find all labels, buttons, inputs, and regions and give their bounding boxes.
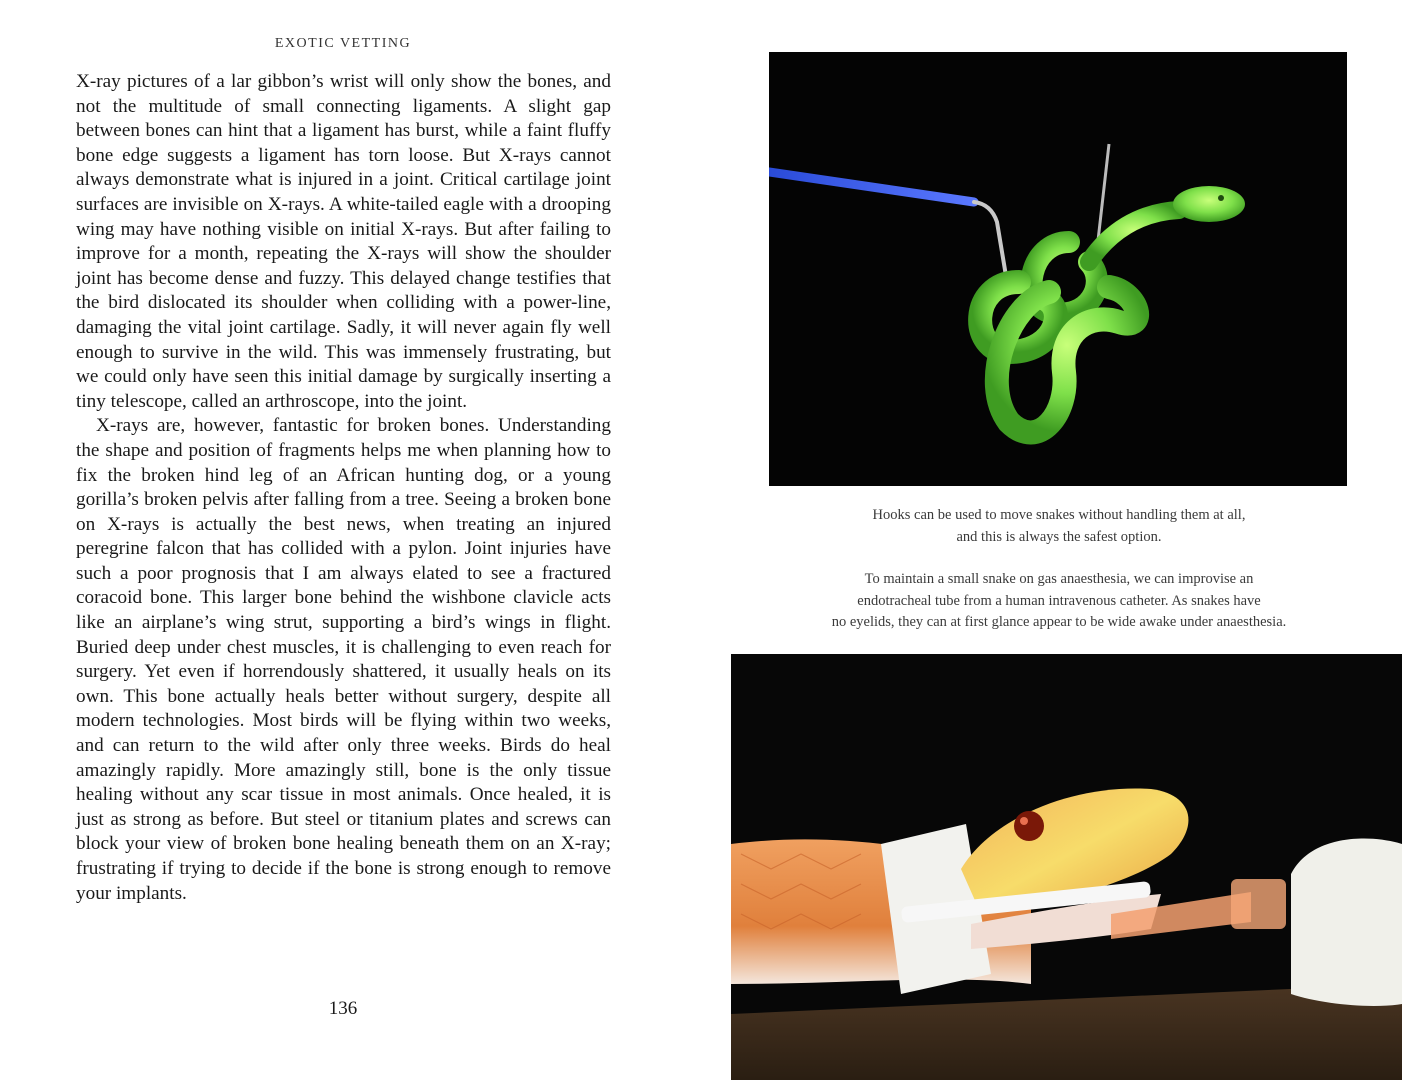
caption-1-line-2: and this is always the safest option.	[956, 528, 1162, 545]
right-page	[701, 0, 1402, 1080]
page-number: 136	[328, 998, 358, 1019]
caption-1-line-1: Hooks can be used to move snakes without handling them at all,	[872, 507, 1246, 523]
caption-hook	[781, 505, 1337, 548]
caption-anaesthesia	[781, 569, 1337, 634]
paragraph-2: X-rays are, however, fantastic for broken bones. Understanding the shape and position of fragments helps me when planning how to fix the broken hind leg of an African hunting dog, or a young gorilla’s broken pelvis after falling from a tree. Seeing a broken bone on X-rays is actually the best news, when treating an injured peregrine falcon that has collided with a pylon. Joint injuries have such a poor prognosis that I am always elated to see a fractured coracoid bone. This larger bone behind the wishbone clavicle acts like an airplane’s wing strut, supporting a bird’s wings in flight. Buried deep under chest muscles, it is challenging to even reach for surgery. Yet even if horrendously shattered, it usually heals on its own. This bone actually heals better without surgery, despite all modern technologies. Most birds will be flying within two weeks, and can return to the wild after only three weeks. Birds do heal amazingly rapidly. More amazingly still, bone is the only tissue healing without any scar tissue in most animals. Once healed, it is just as strong as before. But steel or titanium plates and screws can block your view of broken bone healing beneath them on an X-ray; frustrating if trying to decide if the bone is strong enough to remove your implants.	[76, 415, 611, 904]
corn-snake-illustration	[731, 654, 1402, 1080]
running-head: EXOTIC VETTING	[274, 36, 412, 51]
paragraph-1: X-ray pictures of a lar gibbon’s wrist will only show the bones, and not the multitude of small connecting ligaments. A slight gap between bones can hint that a ligament has burst, while a faint fluffy bone edge suggests a ligament has torn loose. But X-rays cannot always demonstrate what is injured in a joint. Critical cartilage joint surfaces are invisible on X-rays. A white-tailed eagle with a drooping wing may have nothing visible on initial X-rays. But after failing to improve for a month, repeating the X-rays will show the shoulder joint has become dense and fuzzy. This delayed change testifies that the bird dislocated its shoulder when colliding with a power-line, damaging the vital joint cartilage. Sadly, it will never again fly well enough to survive in the wild. This was immensely frustrating, but we could only have seen this initial damage by surgically inserting a tiny telescope, called an arthroscope, into the joint.	[76, 71, 611, 412]
caption-2-line-1: To maintain a small snake on gas anaesthesia, we can improvise an	[864, 571, 1254, 587]
photo-green-snake-on-hook	[769, 52, 1347, 486]
green-snake-illustration	[769, 52, 1347, 486]
body-text	[76, 70, 611, 906]
caption-2-line-2: endotracheal tube from a human intravenous catheter. As snakes have	[857, 592, 1261, 609]
photo-corn-snake-anaesthesia	[731, 654, 1402, 1080]
caption-2-line-3: no eyelids, they can at first glance appear to be wide awake under anaesthesia.	[831, 614, 1287, 630]
